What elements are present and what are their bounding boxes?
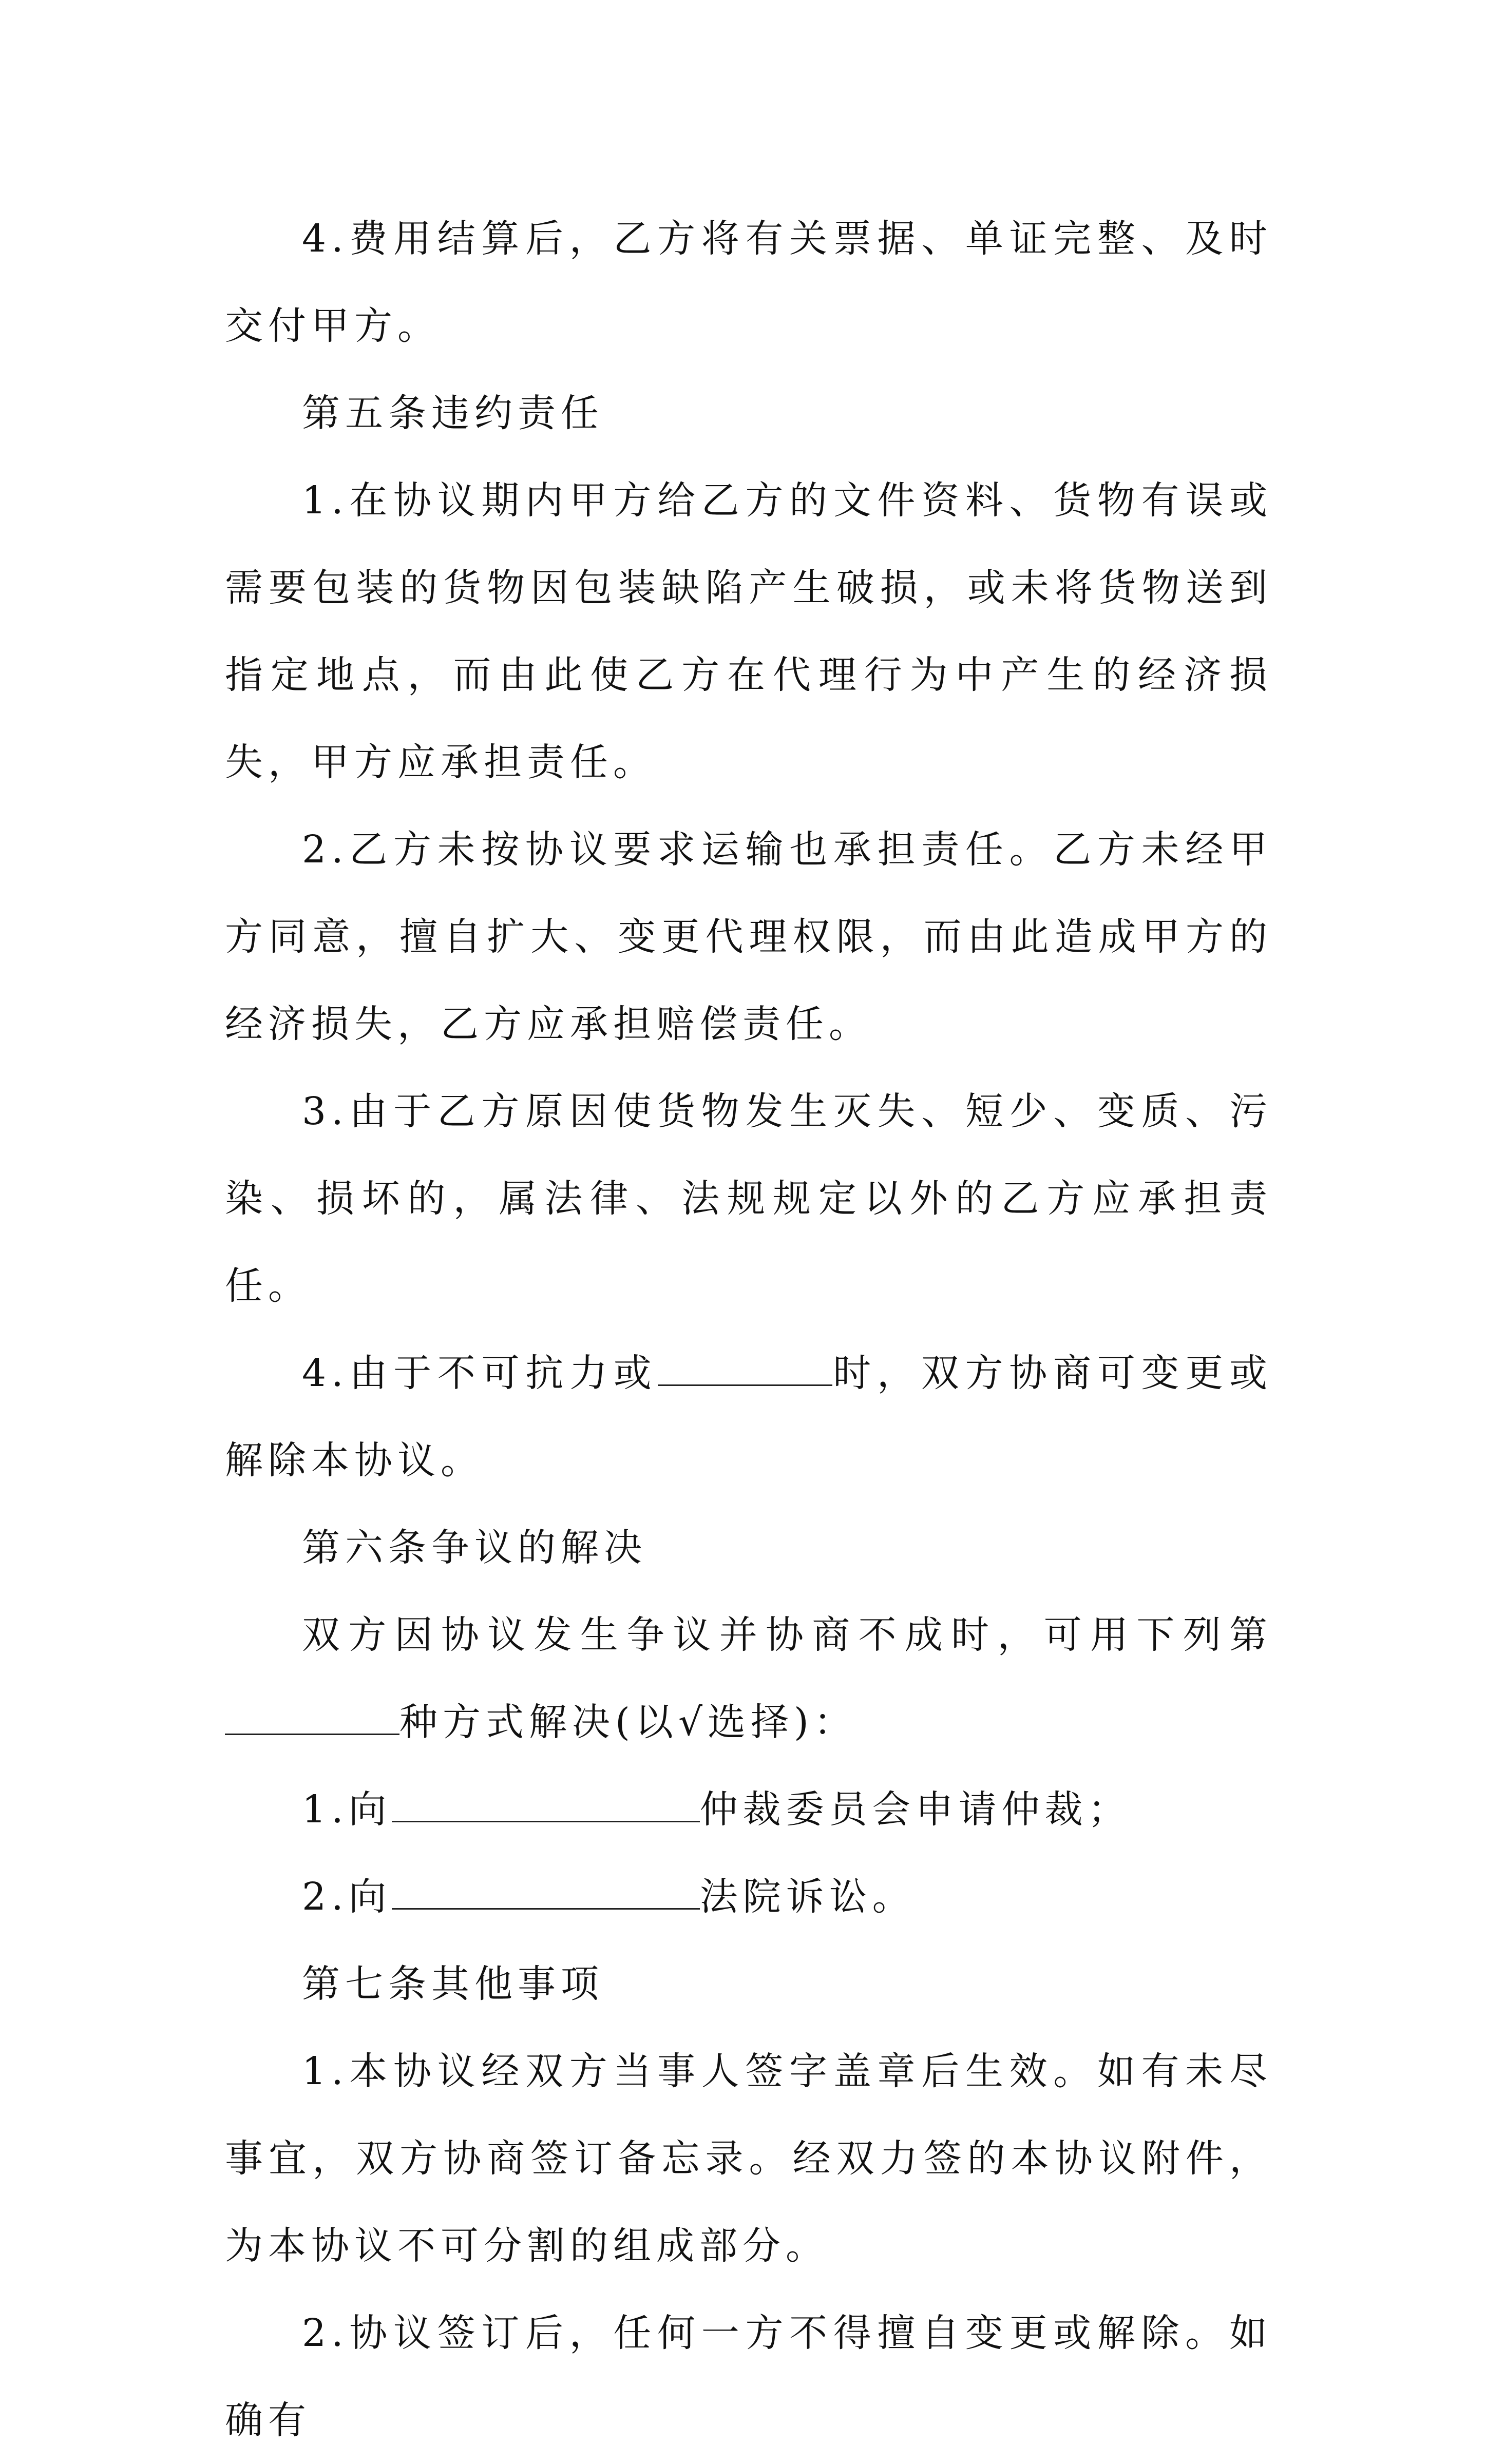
fill-in-blank bbox=[392, 1790, 700, 1822]
clause-5-2-paragraph: 2.乙方未按协议要求运输也承担责任。乙方未经甲方同意，擅自扩大、变更代理权限，而由此造成甲方的经济损失，乙方应承担赔偿责任。 bbox=[225, 827, 1272, 1046]
clause-7-1-paragraph: 1.本协议经双方当事人签字盖章后生效。如有未尽事宜，双方协商签订备忘录。经双力签的本协议附件，为本协议不可分割的组成部分。 bbox=[225, 2049, 1272, 2268]
clause-6-2-text-start: 2.向 bbox=[302, 1875, 392, 1919]
article-6-intro-end: 种方式解决(以√选择)： bbox=[399, 1700, 857, 1744]
fill-in-blank bbox=[392, 1877, 700, 1910]
clause-5-4-text-start: 4.由于不可抗力或 bbox=[302, 1351, 658, 1395]
clause-6-1-text-end: 仲裁委员会申请仲裁； bbox=[699, 1787, 1131, 1832]
article-6-intro-paragraph bbox=[225, 1591, 1272, 1766]
clause-6-1-text-start: 1.向 bbox=[302, 1787, 392, 1832]
clause-5-4-text-end: 时，双方协商可变更或解除本协议。 bbox=[225, 1351, 1273, 1483]
clause-6-1-paragraph bbox=[225, 1766, 1272, 1853]
fill-in-blank bbox=[225, 1703, 399, 1735]
article-7-heading: 第七条其他事项 bbox=[302, 1962, 604, 2006]
clause-6-2-text-end: 法院诉讼。 bbox=[699, 1875, 916, 1919]
article-5-heading: 第五条违约责任 bbox=[302, 391, 604, 435]
document-body bbox=[225, 195, 1272, 2464]
clause-5-1-paragraph: 1.在协议期内甲方给乙方的文件资料、货物有误或需要包装的货物因包装缺陷产生破损，或未将货物送到指定地点，而由此使乙方在代理行为中产生的经济损失，甲方应承担责任。 bbox=[225, 478, 1272, 784]
clause-7-2-paragraph: 2.协议签订后，任何一方不得擅自变更或解除。如确有 bbox=[225, 2311, 1272, 2442]
clause-5-3-paragraph: 3.由于乙方原因使货物发生灭失、短少、变质、污染、损坏的，属法律、法规规定以外的乙方应承担责任。 bbox=[225, 1089, 1272, 1308]
article-6-heading: 第六条争议的解决 bbox=[302, 1526, 647, 1570]
clause-6-2-paragraph bbox=[225, 1853, 1272, 1940]
article-6-intro-start: 双方因协议发生争议并协商不成时，可用下列第 bbox=[302, 1613, 1272, 1657]
clause-4-4-paragraph: 4.费用结算后，乙方将有关票据、单证完整、及时交付甲方。 bbox=[225, 217, 1272, 348]
fill-in-blank bbox=[658, 1354, 832, 1386]
clause-5-4-paragraph bbox=[225, 1330, 1272, 1504]
